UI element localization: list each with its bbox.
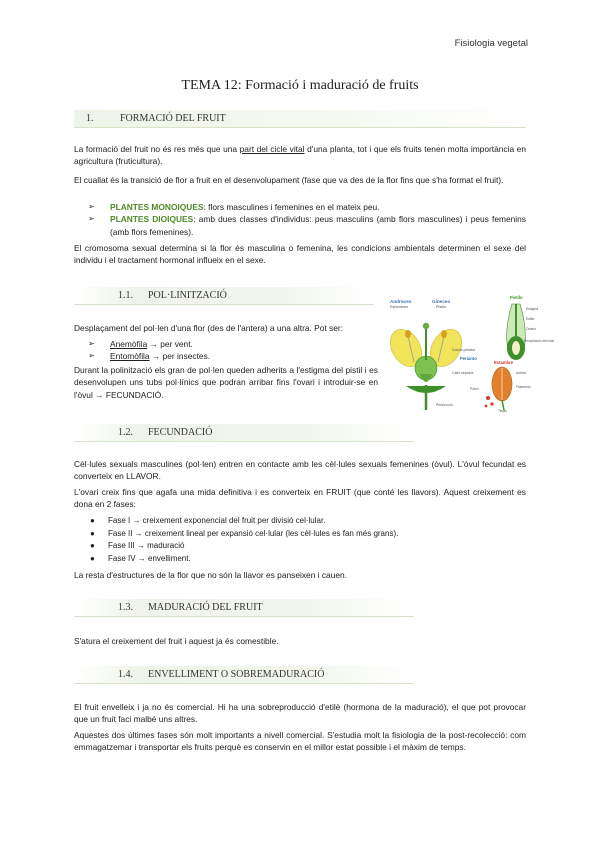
section-heading-1-4 bbox=[74, 666, 414, 684]
flower-diagram bbox=[386, 290, 554, 414]
paragraph: S'atura el creixement del fruit i aquest ja és comestible. bbox=[74, 636, 279, 646]
text: : amb dues classes d'individus: peus masculins (amb flors masculines) i peus femenins (amb flors femenines). bbox=[110, 214, 526, 237]
phase-text: Fase II → creixement lineal per expansió cel·lular (les cèl·lules es fan més grans). bbox=[108, 528, 399, 538]
pollination-types-list bbox=[88, 338, 378, 363]
label-corola: Corola pétalos bbox=[452, 348, 476, 352]
list-item bbox=[90, 528, 520, 541]
bullet-icon: ● bbox=[90, 541, 95, 551]
underlined-term: part del cicle vital bbox=[239, 144, 305, 154]
text: : flors masculines i femenines en el mateix peu. bbox=[203, 202, 380, 212]
term-dioiques: PLANTES DIOIQUES bbox=[110, 214, 194, 225]
section-title: FORMACIÓ DEL FRUIT bbox=[120, 113, 226, 124]
section-heading-1 bbox=[74, 110, 526, 128]
label-pistilo: Pistilo bbox=[436, 305, 447, 309]
page-title: TEMA 12: Formació i maduració de fruits bbox=[181, 78, 419, 93]
label-estambre: Estambre bbox=[494, 360, 514, 365]
list-item bbox=[90, 553, 520, 566]
term-monoiques: PLANTES MONOIQUES bbox=[110, 202, 204, 212]
label-estilo: Estilo bbox=[526, 317, 535, 321]
paragraph: L'ovari creix fins que agafa una mida definitiva i es converteix en FRUIT (que conté les llavors). Aquest creixement es dona en 2 fases: bbox=[74, 487, 526, 510]
section-number: 1.3. bbox=[118, 602, 133, 613]
stamen-illustration bbox=[485, 367, 512, 410]
arrow-bullet-icon: ➢ bbox=[88, 214, 95, 224]
label-antera: Antera bbox=[516, 371, 526, 375]
arrow-bullet-icon: ➢ bbox=[88, 351, 95, 361]
label-polen: Polen bbox=[470, 387, 479, 391]
arrow-bullet-icon: ➢ bbox=[88, 202, 95, 211]
paragraph: Desplaçament del pol·len d'una flor (des de l'antera) a una altra. Pot ser: bbox=[74, 323, 344, 333]
section-heading-1-2 bbox=[74, 424, 414, 442]
section-heading-1-1 bbox=[74, 287, 374, 305]
label-androceo: Androceo bbox=[390, 299, 412, 304]
section-title: MADURACIÓ DEL FRUIT bbox=[148, 602, 263, 613]
label-estambres: Estambres bbox=[390, 305, 409, 309]
paragraph: Aquestes dos últimes fases són molt importants a nivell comercial. S'estudia molt la fisiologia de la post-recolecció: com emmagatzemar i transportar els fruits perquè es conservin en el millor estat possible i el màxim de temps. bbox=[74, 730, 526, 753]
label-gineceo: Gineceo bbox=[432, 299, 451, 304]
section-title: POL·LINITZACIÓ bbox=[148, 290, 227, 301]
section-number: 1. bbox=[86, 113, 94, 124]
list-item bbox=[88, 350, 378, 362]
section-number: 1.2. bbox=[118, 427, 133, 438]
section-number: 1.1. bbox=[118, 290, 133, 301]
label-estigma: Estigma bbox=[526, 307, 539, 311]
pistil-illustration bbox=[507, 304, 526, 360]
text: d'una planta, tot i que els fruits tenen molta importància en agricultura (fruticultura). bbox=[74, 144, 526, 167]
section-title: ENVELLIMENT O SOBREMADURACIÓ bbox=[148, 669, 325, 680]
growth-phases-list bbox=[90, 515, 520, 565]
label-pistilo-detail: Pistilo bbox=[510, 295, 523, 300]
text: La formació del fruit no és res més que una bbox=[74, 144, 240, 154]
text: → per vent. bbox=[147, 339, 193, 349]
bullet-icon: ● bbox=[90, 528, 95, 538]
list-item bbox=[88, 201, 526, 213]
list-item bbox=[90, 515, 520, 528]
list-item bbox=[88, 338, 378, 350]
label-receptaculo: Receptáculo terminal bbox=[524, 339, 554, 343]
list-item bbox=[90, 540, 520, 553]
bullet-icon: ● bbox=[90, 516, 95, 525]
list-item bbox=[88, 213, 526, 238]
paragraph: Cèl·lules sexuals masculines (pol·len) entren en contacte amb les cèl·lules sexuals femenines (òvul). L'òvul fecundat es converteix en LLAVOR. bbox=[74, 459, 526, 482]
section-heading-1-3 bbox=[74, 599, 414, 617]
label-pedunculo: Pedúnculo bbox=[436, 403, 453, 407]
paragraph: La resta d'estructures de la flor que no són la llavor es panseixen i cauen. bbox=[74, 570, 348, 580]
paragraph: El fruit envelleix i ja no és comercial. Hi ha una sobreproducció d'etilè (hormona de la maduració), el que pot provocar que un fruit faci malbé uns altres. bbox=[74, 702, 526, 725]
paragraph bbox=[74, 143, 526, 168]
phase-text: Fase IV → envelliment. bbox=[108, 553, 191, 563]
label-perianto: Perianto bbox=[460, 356, 477, 361]
label-filamento: Filamento bbox=[516, 385, 531, 389]
term-anemofila: Anemòfila bbox=[110, 339, 148, 349]
label-tecas: Tecas bbox=[498, 409, 507, 413]
flower-illustration bbox=[384, 323, 468, 410]
paragraph: El cuallat és la transició de flor a fruit en el desenvolupament (fase que va des de la flor fins que s'ha format el fruit). bbox=[74, 175, 504, 185]
label-ovario: Ovario bbox=[526, 327, 536, 331]
section-number: 1.4. bbox=[118, 669, 133, 680]
phase-text: Fase I → creixement exponencial del fruit per divisió cel·lular. bbox=[108, 516, 326, 525]
bullet-icon: ● bbox=[90, 553, 95, 563]
plant-types-list bbox=[88, 201, 526, 238]
label-caliz: Cáliz sépalos bbox=[452, 371, 474, 375]
paragraph: Durant la polinització els gran de pol·len queden adherits a l'estigma del pistil i es desenvolupen uns tubs pol·línics que podran arribar fins l'ovari i introduir-se en l'òvul → FECUNDACIÓ. bbox=[74, 365, 378, 400]
course-name: Fisiologia vegetal bbox=[454, 38, 528, 49]
text: → per insectes. bbox=[149, 351, 211, 362]
paragraph: El cromosoma sexual determina si la flor és masculina o femenina, les condicions ambientals determinen el sexe del individu i el tractament hormonal influeix en el sexe. bbox=[74, 243, 526, 266]
arrow-bullet-icon: ➢ bbox=[88, 339, 95, 348]
term-entomofila: Entomòfila bbox=[110, 351, 150, 362]
phase-text: Fase III → maduració bbox=[108, 541, 185, 551]
section-title: FECUNDACIÓ bbox=[148, 427, 213, 438]
